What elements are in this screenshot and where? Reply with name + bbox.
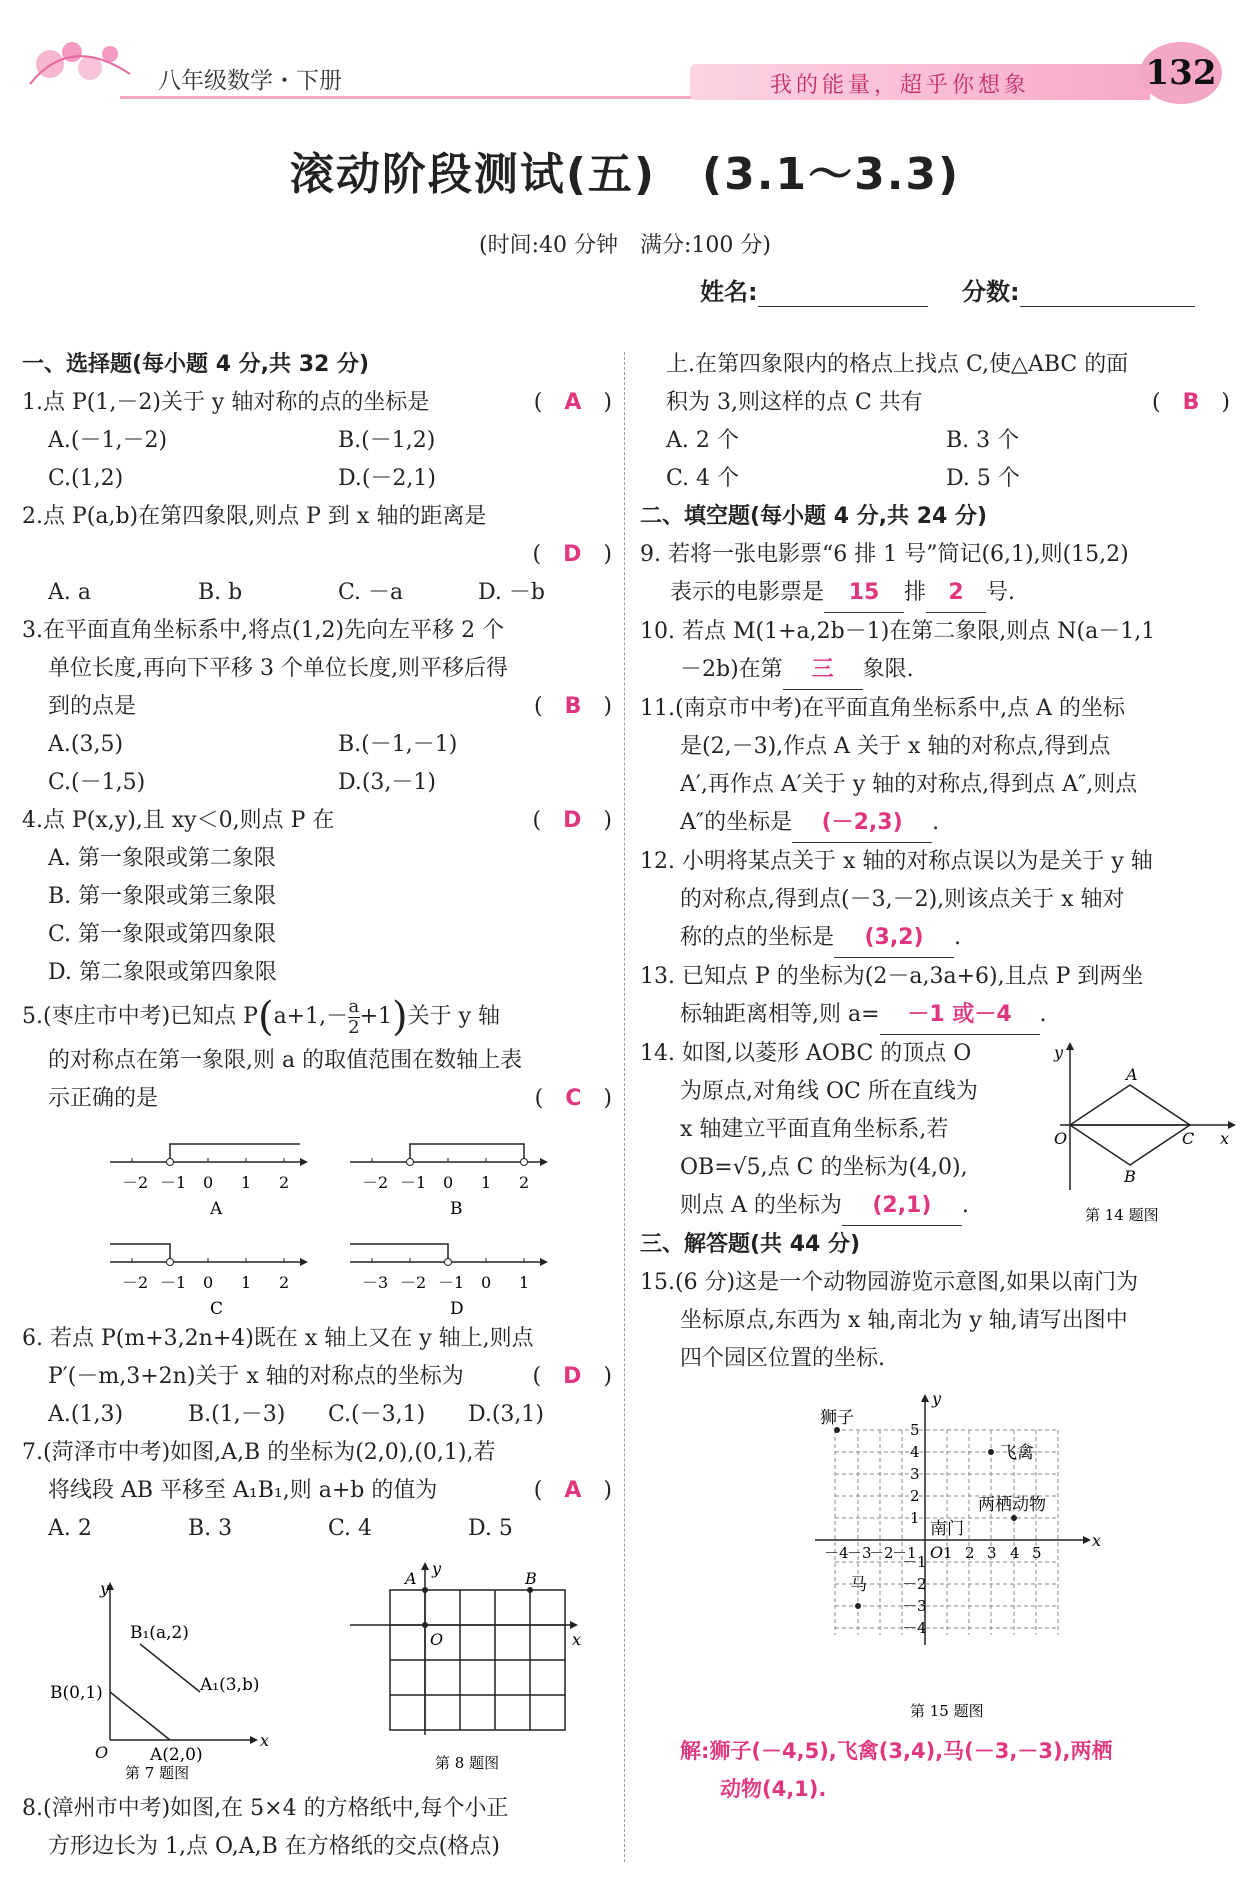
q2-options: A. a B. b C. －a D. －b [48, 580, 545, 605]
q4-option-d: D. 第二象限或第四象限 [48, 960, 277, 985]
q3-line2: 单位长度,再向下平移 3 个单位长度,则平移后得 [48, 656, 508, 681]
svg-text:1: 1 [910, 1509, 920, 1527]
q14-figure [1040, 1040, 1240, 1230]
score-label: 分数: [961, 278, 1020, 306]
q13-line2: 标轴距离相等,则 a= －1 或－4 . [640, 996, 1230, 1035]
tick-c-0: －2 [122, 1273, 149, 1292]
q5-line1: 5.(枣庄市中考)已知点 P(a+1,－ $\frac{a}{2}$ +1)关于 y 轴 [22, 994, 501, 1040]
q7-line2: 将线段 AB 平移至 A₁B₁,则 a+b 的值为 ( A ) [48, 1478, 612, 1503]
q15-line3: 四个园区位置的坐标. [680, 1346, 885, 1371]
page-number: 132 [1140, 42, 1222, 104]
q7-line1: 7.(菏泽市中考)如图,A,B 的坐标为(2,0),(0,1),若 [22, 1440, 496, 1465]
svg-text:x: x [572, 1630, 582, 1649]
tick-b-1: －1 [400, 1173, 427, 1192]
svg-text:4: 4 [910, 1443, 920, 1461]
section-fill-title: 二、填空题(每小题 4 分,共 24 分) [640, 504, 988, 529]
section-choice-title: 一、选择题(每小题 4 分,共 32 分) [22, 352, 370, 377]
book-title: 八年级数学・下册 [158, 68, 342, 94]
q5-line3: 示正确的是 ( C ) [48, 1086, 612, 1111]
tick-d-3: 0 [481, 1273, 492, 1292]
q8-left [22, 1790, 612, 1866]
q7-figure [50, 1580, 290, 1780]
svg-text:x: x [1092, 1531, 1102, 1550]
svg-text:－3: －3 [902, 1597, 927, 1615]
slogan: 我的能量，超乎你想象 [770, 73, 1031, 98]
svg-text:A(2,0): A(2,0) [150, 1745, 203, 1765]
q14-line3: x 轴建立平面直角坐标系,若 [680, 1117, 949, 1142]
svg-text:B(0,1): B(0,1) [50, 1683, 103, 1703]
label-c: C [210, 1299, 224, 1319]
q8-options-2: C. 4 个 D. 5 个 [666, 466, 1020, 491]
q14-line1: 14. 如图,以菱形 AOBC 的顶点 O [640, 1041, 972, 1066]
q6-line2: P′(－m,3+2n)关于 x 轴的对称点的坐标为 ( D ) [48, 1364, 612, 1389]
svg-text:第 15 题图: 第 15 题图 [910, 1702, 984, 1720]
q15-figure [810, 1390, 1110, 1730]
q15-solution-line2: 动物(4,1). [720, 1777, 827, 1801]
q13-line1: 13. 已知点 P 的坐标为(2－a,3a+6),且点 P 到两坐 [640, 964, 1144, 989]
svg-text:马: 马 [850, 1575, 867, 1595]
floral-ornament-icon [20, 24, 140, 94]
svg-text:4: 4 [1010, 1544, 1020, 1562]
svg-text:x: x [260, 1731, 270, 1750]
q9-line1: 9. 若将一张电影票“6 排 1 号”简记(6,1),则(15,2) [640, 542, 1129, 567]
svg-text:－1: －1 [902, 1553, 927, 1571]
q8-line4: 积为 3,则这样的点 C 共有 ( B ) [666, 390, 1230, 415]
section-solve-title: 三、解答题(共 44 分) [640, 1232, 861, 1257]
svg-text:－3: －3 [847, 1544, 872, 1562]
q8-figure [350, 1560, 590, 1780]
q10-line2: －2b)在第 三 象限. [640, 651, 1230, 690]
svg-text:两栖动物: 两栖动物 [978, 1495, 1046, 1515]
q2-answer: ( D ) [532, 542, 612, 567]
tick-a-2: 0 [203, 1173, 214, 1192]
column-divider [624, 352, 625, 1862]
svg-text:y: y [100, 1580, 110, 1598]
svg-text:3: 3 [910, 1465, 920, 1483]
q11-line2: 是(2,－3),作点 A 关于 x 轴的对称点,得到点 [680, 734, 1111, 759]
svg-text:y: y [932, 1390, 942, 1408]
svg-text:O: O [930, 1543, 944, 1562]
tick-b-3: 1 [481, 1173, 492, 1192]
svg-text:－4: －4 [902, 1619, 927, 1637]
q15-line2: 坐标原点,东西为 x 轴,南北为 y 轴,请写出图中 [680, 1308, 1128, 1333]
tick-d-2: －1 [438, 1273, 465, 1292]
time-score-info: (时间:40 分钟 满分:100 分) [479, 233, 771, 258]
tick-d-1: －2 [400, 1273, 427, 1292]
svg-text:飞禽: 飞禽 [1000, 1443, 1034, 1463]
svg-text:B: B [1124, 1167, 1136, 1186]
svg-text:A₁(3,b): A₁(3,b) [200, 1675, 260, 1695]
q3-options-2: C.(－1,5) D.(3,－1) [48, 770, 437, 795]
numberline-d [350, 1244, 548, 1319]
svg-text:5: 5 [910, 1421, 920, 1439]
svg-text:5: 5 [1032, 1544, 1042, 1562]
name-score-fields [700, 272, 1195, 307]
q5-line2: 的对称点在第一象限,则 a 的取值范围在数轴上表 [48, 1048, 523, 1073]
svg-text:y: y [432, 1560, 442, 1578]
svg-text:O: O [95, 1743, 109, 1762]
numberline-c [110, 1244, 308, 1319]
numberline-a [110, 1144, 308, 1219]
svg-text:－2: －2 [902, 1575, 927, 1593]
tick-b-2: 0 [443, 1173, 454, 1192]
q14-line4: OB=√5,点 C 的坐标为(4,0), [680, 1155, 968, 1180]
label-a: A [210, 1199, 223, 1219]
svg-text:南门: 南门 [930, 1519, 964, 1539]
q1-options-1: A.(－1,－2) B.(－1,2) [48, 428, 436, 453]
q12-line3: 称的点的坐标是 (3,2) . [640, 919, 1230, 958]
q12-line1: 12. 小明将某点关于 x 轴的对称点误以为是关于 y 轴 [640, 849, 1153, 874]
q7-options: A. 2 B. 3 C. 4 D. 5 [48, 1516, 513, 1541]
label-d: D [450, 1299, 464, 1319]
tick-c-1: －1 [160, 1273, 187, 1292]
left-column [22, 346, 612, 1118]
tick-d-0: －3 [362, 1273, 389, 1292]
svg-text:2: 2 [910, 1487, 920, 1505]
svg-text:B: B [525, 1569, 537, 1588]
q8-line1: 8.(漳州市中考)如图,在 5×4 的方格纸中,每个小正 [22, 1796, 509, 1821]
svg-text:狮子: 狮子 [820, 1408, 854, 1428]
q8-line2: 方形边长为 1,点 O,A,B 在方格纸的交点(格点) [48, 1834, 500, 1859]
q1: 1.点 P(1,－2)关于 y 轴对称的点的坐标是 ( A ) [22, 390, 612, 415]
tick-c-4: 2 [279, 1273, 290, 1292]
q11-line4: A″的坐标是 (－2,3) . [640, 804, 1230, 843]
q1-options-2: C.(1,2) D.(－2,1) [48, 466, 437, 491]
svg-text:B₁(a,2): B₁(a,2) [130, 1623, 189, 1643]
q8-line3: 上.在第四象限内的格点上找点 C,使△ABC 的面 [666, 352, 1129, 377]
svg-text:－1: －1 [892, 1544, 917, 1562]
q4: 4.点 P(x,y),且 xy＜0,则点 P 在 ( D ) [22, 808, 612, 833]
q2: 2.点 P(a,b)在第四象限,则点 P 到 x 轴的距离是 [22, 504, 487, 529]
svg-text:1: 1 [943, 1544, 953, 1562]
svg-text:2: 2 [965, 1544, 975, 1562]
q4-option-c: C. 第一象限或第四象限 [48, 922, 277, 947]
q6-options: A.(1,3) B.(1,－3) C.(－3,1) D.(3,1) [48, 1402, 545, 1427]
q10-line1: 10. 若点 M(1+a,2b－1)在第二象限,则点 N(a－1,1 [640, 619, 1156, 644]
tick-a-3: 1 [241, 1173, 252, 1192]
page-title: 滚动阶段测试(五) (3.1～3.3) [289, 149, 961, 200]
svg-text:－2: －2 [869, 1544, 894, 1562]
svg-text:y: y [1054, 1043, 1064, 1062]
svg-text:x: x [1220, 1129, 1230, 1148]
tick-a-1: －1 [160, 1173, 187, 1192]
svg-text:A: A [405, 1569, 417, 1588]
svg-text:第 7 题图: 第 7 题图 [125, 1764, 190, 1780]
svg-text:3: 3 [987, 1544, 997, 1562]
left-column-lower [22, 1320, 612, 1548]
svg-text:C: C [1182, 1129, 1195, 1148]
svg-text:O: O [1054, 1129, 1068, 1148]
q9-line2: 表示的电影票是 15 排 2 号. [640, 574, 1230, 613]
tick-d-4: 1 [519, 1273, 530, 1292]
tick-c-3: 1 [241, 1273, 252, 1292]
q4-option-b: B. 第一象限或第三象限 [48, 884, 277, 909]
q4-option-a: A. 第一象限或第二象限 [48, 846, 276, 871]
q15-solution [680, 1732, 1230, 1808]
tick-b-0: －2 [362, 1173, 389, 1192]
q11-line3: A′,再作点 A′关于 y 轴的对称点,得到点 A″,则点 [680, 772, 1138, 797]
q3-line1: 3.在平面直角坐标系中,将点(1,2)先向左平移 2 个 [22, 618, 505, 643]
q14-line2: 为原点,对角线 OC 所在直线为 [680, 1079, 978, 1104]
label-b: B [450, 1199, 463, 1219]
q8-options-1: A. 2 个 B. 3 个 [666, 428, 1020, 453]
svg-text:第 8 题图: 第 8 题图 [435, 1754, 500, 1772]
svg-text:第 14 题图: 第 14 题图 [1085, 1206, 1159, 1224]
numberline-b [350, 1144, 548, 1219]
tick-c-2: 0 [203, 1273, 214, 1292]
tick-a-4: 2 [279, 1173, 290, 1192]
q6-line1: 6. 若点 P(m+3,2n+4)既在 x 轴上又在 y 轴上,则点 [22, 1326, 534, 1351]
q11-line1: 11.(南京市中考)在平面直角坐标系中,点 A 的坐标 [640, 696, 1126, 721]
q3-line3: 到的点是 ( B ) [48, 694, 612, 719]
q14-line5: 则点 A 的坐标为 (2,1) . [640, 1187, 1230, 1226]
q5-number-lines [110, 1140, 560, 1320]
svg-text:A: A [1126, 1065, 1138, 1084]
q3-options-1: A.(3,5) B.(－1,－1) [48, 732, 458, 757]
q12-line2: 的对称点,得到点(－3,－2),则该点关于 x 轴对 [680, 887, 1125, 912]
tick-a-0: －2 [122, 1173, 149, 1192]
svg-text:O: O [430, 1630, 444, 1649]
name-blank [758, 282, 928, 307]
svg-text:－4: －4 [824, 1544, 849, 1562]
q15-solution-line1: 解:狮子(－4,5),飞禽(3,4),马(－3,－3),两栖 [680, 1739, 1113, 1763]
score-blank [1020, 282, 1195, 307]
name-label: 姓名: [700, 278, 758, 306]
tick-b-4: 2 [519, 1173, 530, 1192]
q15-line1: 15.(6 分)这是一个动物园游览示意图,如果以南门为 [640, 1270, 1139, 1295]
